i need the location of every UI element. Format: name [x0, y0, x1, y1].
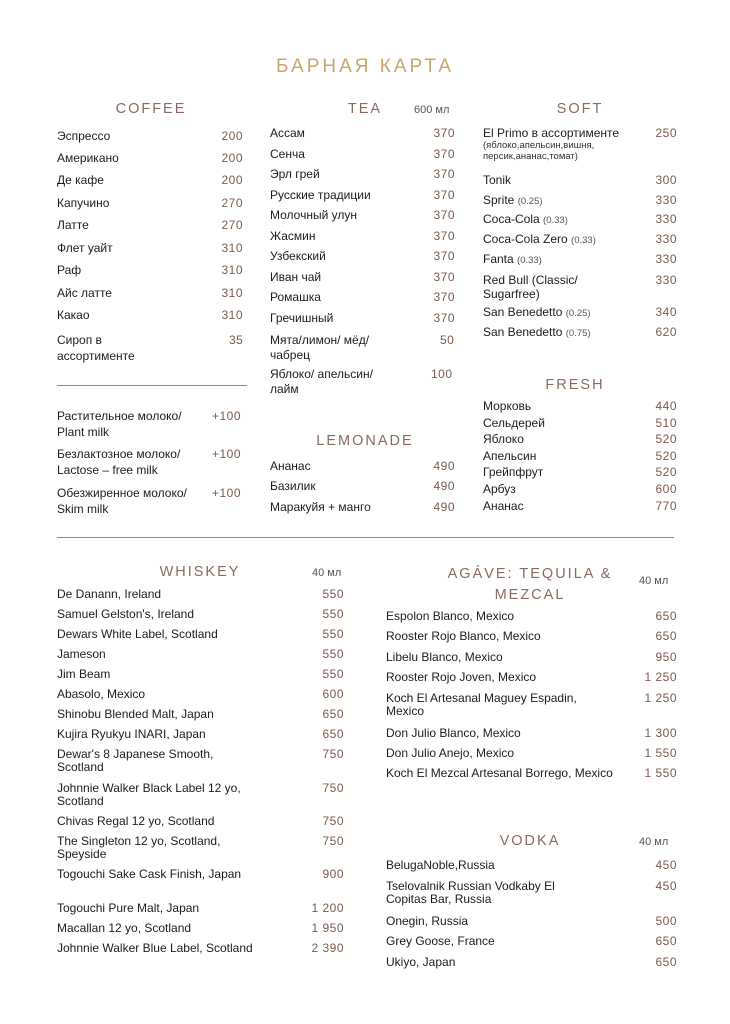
soft-heading: SOFT — [556, 101, 604, 117]
fresh-item: Арбуз 600 — [483, 482, 677, 496]
whiskey-item: Abasolo, Mexico 600 — [57, 687, 344, 701]
whiskey-heading: WHISKEY — [159, 564, 241, 580]
soft-item: Fanta (0.33) 330 — [483, 252, 677, 266]
tea-item: Русские традиции 370 — [270, 188, 455, 202]
whiskey-item: Shinobu Blended Malt, Japan 650 — [57, 707, 344, 721]
lemonade-item: Базилик 490 — [270, 479, 455, 493]
coffee-item: Де кафе 200 — [57, 173, 243, 187]
tea-item: Узбекский 370 — [270, 249, 455, 263]
whiskey-item: Johnnie Walker Blue Label, Scotland 2 390 — [57, 941, 344, 955]
agave-item: Rooster Rojo Joven, Mexico 1 250 — [386, 670, 677, 684]
tea-item: Сенча 370 — [270, 147, 455, 161]
tea-item: Молочный улун 370 — [270, 208, 455, 222]
whiskey-item: The Singleton 12 yo, Scotland, Speyside 750 — [57, 834, 344, 861]
agave-item: Don Julio Blanco, Mexico 1 300 — [386, 726, 677, 740]
coffee-item: Какао 310 — [57, 308, 243, 322]
soft-item: Coca-Cola Zero (0.33) 330 — [483, 232, 677, 246]
agave-item: Rooster Rojo Blanco, Mexico 650 — [386, 629, 677, 643]
tea-item: Ромашка 370 — [270, 290, 455, 304]
tea-item: Ассам 370 — [270, 126, 455, 140]
tea-item: Яблоко/ апельсин/лайм 100 — [270, 367, 453, 396]
lemonade-item: Ананас 490 — [270, 459, 455, 473]
milk-item: Безлактозное молоко/ Lactose – free milk +100 — [57, 447, 242, 477]
agave-heading: AGÁVE: TEQUILA & MEZCAL — [447, 566, 613, 603]
fresh-heading: FRESH — [545, 377, 605, 393]
milk-item: Обезжиренное молоко/ Skim milk +100 — [57, 486, 242, 516]
soft-item: Sprite (0.25) 330 — [483, 193, 677, 207]
coffee-item: Айс латте 310 — [57, 286, 243, 300]
tea-item: Гречишный 370 — [270, 311, 455, 325]
tea-item: Мята/лимон/ мёд/чабрец 50 — [270, 333, 455, 362]
soft-item: San Benedetto (0.75) 620 — [483, 325, 677, 339]
whiskey-item: Macallan 12 yo, Scotland 1 950 — [57, 921, 344, 935]
coffee-item: Раф 310 — [57, 263, 243, 277]
whiskey-item: De Danann, Ireland 550 — [57, 587, 344, 601]
milk-item: Растительное молоко/ Plant milk +100 — [57, 409, 242, 439]
whiskey-item: Dewars White Label, Scotland 550 — [57, 627, 344, 641]
whiskey-item: Togouchi Pure Malt, Japan 1 200 — [57, 901, 344, 915]
soft-item: Red Bull (Classic/ Sugarfree) 330 — [483, 273, 677, 301]
lemonade-item: Маракуйя + манго 490 — [270, 500, 455, 514]
whiskey-item: Togouchi Sake Cask Finish, Japan 900 — [57, 867, 344, 881]
soft-item: Coca-Cola (0.33) 330 — [483, 212, 677, 226]
agave-item: Don Julio Anejo, Mexico 1 550 — [386, 746, 677, 760]
soft-item: San Benedetto (0.25) 340 — [483, 305, 677, 319]
whiskey-item: Dewar's 8 Japanese Smooth, Scotland 750 — [57, 747, 344, 774]
fresh-item: Апельсин 520 — [483, 449, 677, 463]
whiskey-list — [57, 0, 344, 1024]
vodka-item: BelugaNoble,Russia 450 — [386, 858, 677, 872]
coffee-item: Сироп в ассортименте 35 — [57, 333, 244, 363]
coffee-heading: COFFEE — [115, 101, 187, 117]
coffee-item: Флет уайт 310 — [57, 241, 243, 255]
coffee-item: Капучино 270 — [57, 196, 243, 210]
tea-item: Иван чай 370 — [270, 270, 455, 284]
whiskey-unit: 40 мл — [312, 567, 342, 579]
tea-item: Жасмин 370 — [270, 229, 455, 243]
agave-unit: 40 мл — [639, 575, 669, 587]
whiskey-item: Johnnie Walker Black Label 12 yo, Scotland 750 — [57, 781, 344, 808]
vodka-item: Grey Goose, France 650 — [386, 934, 677, 948]
whiskey-item: Samuel Gelston's, Ireland 550 — [57, 607, 344, 621]
lemonade-heading: LEMONADE — [316, 433, 414, 449]
fresh-item: Ананас 770 — [483, 499, 677, 513]
whiskey-item: Kujira Ryukyu INARI, Japan 650 — [57, 727, 344, 741]
fresh-item: Грейпфрут 520 — [483, 465, 677, 479]
vodka-heading: VODKA — [499, 833, 561, 849]
fresh-item: Яблоко 520 — [483, 432, 677, 446]
vodka-item: Ukiyo, Japan 650 — [386, 955, 677, 969]
whiskey-item: Jameson 550 — [57, 647, 344, 661]
fresh-item: Морковь 440 — [483, 399, 677, 413]
tea-item: Эрл грей 370 — [270, 167, 455, 181]
tea-heading: TEA — [347, 101, 383, 117]
soft-item: El Primo в ассортименте (яблоко,апельсин,вишня, персик,ананас,томат) 250 — [483, 126, 677, 162]
vodka-item: Tselovalnik Russian Vodkaby El Copitas Bar, Russia 450 — [386, 879, 677, 906]
page-title: БАРНАЯ КАРТА — [276, 56, 454, 77]
agave-item: Koch El Mezcal Artesanal Borrego, Mexico 1 550 — [386, 766, 677, 780]
vodka-item: Onegin, Russia 500 — [386, 914, 677, 928]
fresh-item: Сельдерей 510 — [483, 416, 677, 430]
agave-item: Libelu Blanco, Mexico 950 — [386, 650, 677, 664]
coffee-item: Латте 270 — [57, 218, 243, 232]
coffee-item: Эспрессо 200 — [57, 129, 243, 143]
coffee-item: Американо 200 — [57, 151, 243, 165]
whiskey-item: Jim Beam 550 — [57, 667, 344, 681]
vodka-unit: 40 мл — [639, 836, 669, 848]
agave-item: Espolon Blanco, Mexico 650 — [386, 609, 677, 623]
tea-unit: 600 мл — [414, 104, 450, 116]
whiskey-item: Chivas Regal 12 yo, Scotland 750 — [57, 814, 344, 828]
soft-item: Tonik 300 — [483, 173, 677, 187]
vodka-list — [386, 0, 677, 1024]
agave-item: Koch El Artesanal Maguey Espadin, Mexico 1 250 — [386, 691, 677, 718]
